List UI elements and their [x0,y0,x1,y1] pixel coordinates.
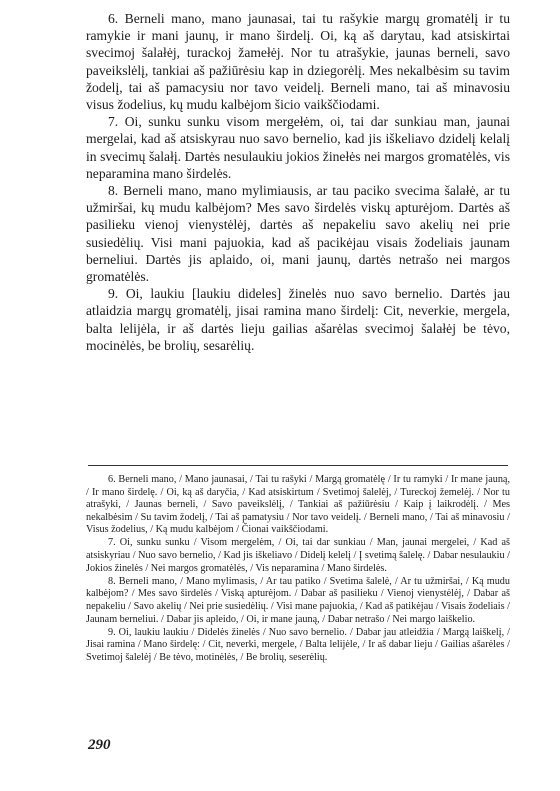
song-verse-7: 7. Oi, sunku sunku visom mergełėm, oi, tai dar sunkiau man, jaunai mergelai, kad aš atsiskyrau nuo savo bernelio, kad jis iškeliavo dzidelį kelalį in svecimų šalałį. Dartės nesulaukiu jokios žinełės nei margos gromatėlės, vis neparamina mano širdelės. [86,114,510,181]
footnote-7: 7. Oi, sunku sunku / Visom mergelėm, / Oi, tai dar sunkiau / Man, jaunai mergelei, / Kad aš atsiskyriau / Nuo savo bernelio, / Kad jis iškeliavo / Didelį kelelį / Į svetimą šalelę. / Dabar nesulaukiu / Jokios žinelės / Nei margos gromatėlės, / Vis neparamina / Mano širdelės. [86,537,510,574]
footnotes [86,474,510,665]
song-verse-9: 9. Oi, laukiu [laukiu dideles] žinelės nuo savo bernelio. Dartės jau atlaidzia margų gromatėlį, jisai ramina mano širdelį: Cit, neverkie, mergela, balta lelijėla, ir aš dartės lieju gailias ašarėlas svecimoj šalałėj be tėvo, mocinėlės, be brolių, sesarėlių. [86,286,510,353]
song-verse-6: 6. Berneli mano, mano jaunasai, tai tu rašykie margų gromatėlį ir tu ramykie ir mani jaunų, ir mano širdelį. Oi, ką aš darytau, kad atsiskirtai svecimoj šalałėj, turackoj žamełėj. Nor tu atrašykie, jaunas berneli, savo paveikslėlį, tankiai aš pažiūrėsiu kap in dziegorėlį. Mes nekalbėsim su tavim žodelį, tai aš pamacysiu nor tavo veidelį. Berneli mano, tai aš minavosiu visus žodelius, kų mudu kalbėjom šicio vaikščiodami. [86,11,510,113]
main-text [86,10,510,354]
footnote-6: 6. Berneli mano, / Mano jaunasai, / Tai tu rašyki / Margą gromatėlę / Ir tu ramyki / Ir mane jauną, / Ir mano širdelę. / Oi, ką aš daryčia, / Kad atsiskirtum / Svetimoj šalelėj, / Tureckoj žemelėj. / Nor tu atrašyki, / Jaunas berneli, / Savo paveikslėlį, / Tankiai aš pažiūrėsiu / Kaip į laikrodėlį. / Mes nekalbėsim / Su tavim žodelį, / Tai aš pamatysiu / Nor tavo veidelį. / Berneli mano, / Tai aš minavosiu / Visus žodelius, / Ką mudu kalbėjom / Čionai vaikščiodami. [86,474,510,536]
footnote-9: 9. Oi, laukiu laukiu / Didelės žinelės / Nuo savo bernelio. / Dabar jau atleidžia / Margą laiškelį, / Jisai ramina / Mano širdelę: / Cit, neverki, mergele, / Balta lelijėle, / Ir aš dabar lieju / Gailias ašarėles / Svetimoj šalelėj / Be tėvo, motinėlės, / Be brolių, seserėlių. [86,626,510,663]
footnote-8: 8. Berneli mano, / Mano mylimasis, / Ar tau patiko / Svetima šalelė, / Ar tu užmiršai, / Ką mudu kalbėjom? / Mes savo širdelės / Viską apturėjom. / Dabar aš pasilieku / Vienoj vienystėlėj, / Dabar aš nepakeliu / Savo akelių / Nei prie susiedėlių. / Visi mane pajuokia, / Kad aš patikėjau / Visais žodeliais / Jaunam berneliui. / Dabar jis apleido, / Oi, ir mane jauną, / Dabar netrašo / Nei margo laiškelio. [86,575,510,625]
page-number: 290 [88,737,111,753]
song-verse-8: 8. Berneli mano, mano mylimiausis, ar tau paciko svecima šalałė, ar tu užmiršai, kų mudu kalbėjom? Mes savo širdelės viskų apturėjom. Dartės aš pasilieku vienoj vienystėlėj, dartės aš nepakeliu savo akelių nei prie susiedėlių. Visi mani pajuokia, kad aš pacikėjau visais žodeliais jaunam berneliui. Dartės jis aplaido, oi, mani jaunų, dartės netrašo nei margos gromatėlės. [86,183,510,285]
footnote-divider [88,465,508,466]
